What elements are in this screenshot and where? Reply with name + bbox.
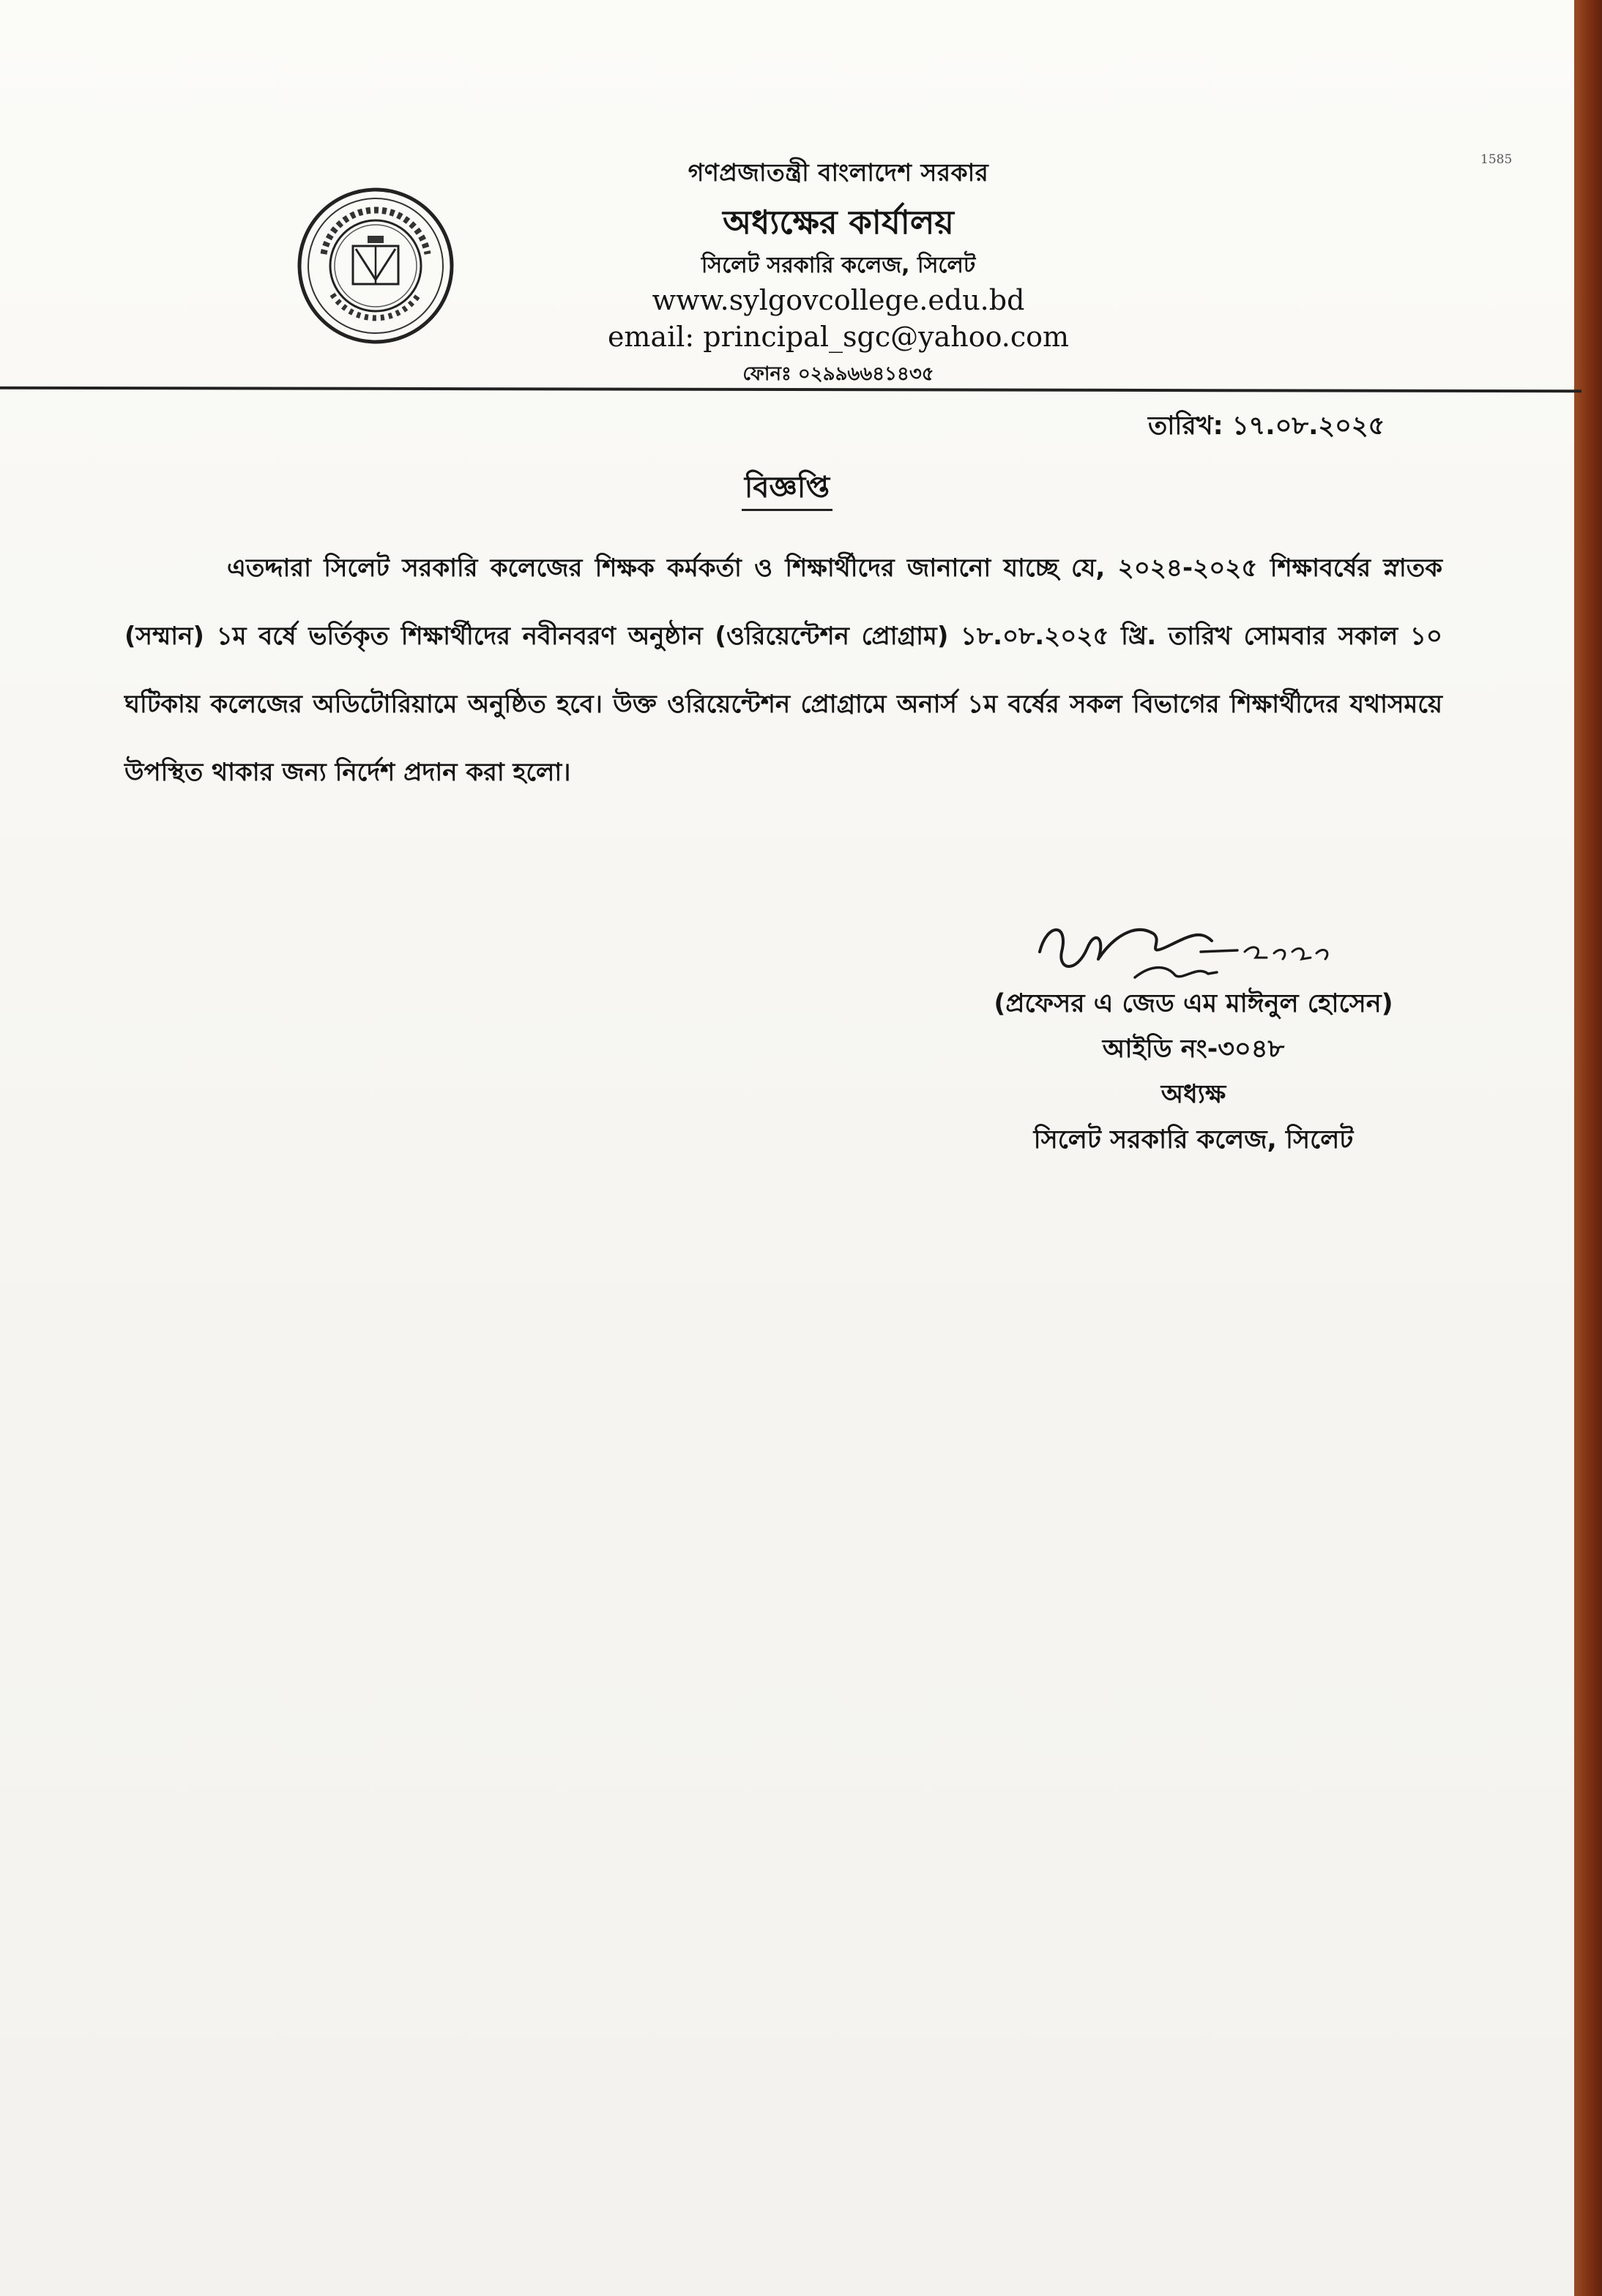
government-title: গণপ্রজাতন্ত্রী বাংলাদেশ সরকার — [688, 158, 989, 187]
signatory-designation: অধ্যক্ষ — [1160, 1080, 1226, 1109]
signatory-id: আইডি নং-৩০৪৮ — [1102, 1035, 1285, 1064]
notice-title-text: বিজ্ঞপ্তি — [742, 471, 832, 511]
college-name: সিলেট সরকারি কলেজ, সিলেট — [701, 253, 976, 278]
signatory-block — [908, 981, 1479, 1163]
website-text: www.sylgovcollege.edu.bd — [652, 284, 1025, 316]
page-number: 1585 — [1480, 152, 1513, 167]
date-line: তারিখ: ১৭.০৮.২০২৫ — [1148, 411, 1385, 441]
signatory-name: (প্রফেসর এ জেড এম মাঈনুল হোসেন) — [994, 989, 1393, 1018]
notice-body: এতদ্দারা সিলেট সরকারি কলেজের শিক্ষক কর্মকর্তা ও শিক্ষার্থীদের জানানো যাচ্ছে যে, ২০২৪-২০২৫ শিক্ষাবর্ষের স্নাতক (সম্মান) ১ম বর্ষে ভর্তিকৃত শিক্ষার্থীদের নবীনবরণ অনুষ্ঠান (ওরিয়েন্টেশন প্রোগ্রাম) ১৮.০৮.২০২৫ খ্রি. তারিখ সোমবার সকাল ১০ ঘটিকায় কলেজের অডিটোরিয়ামে অনুষ্ঠিত হবে। উক্ত ওরিয়েন্টেশন প্রোগ্রামে অনার্স ১ম বর্ষের সকল বিভাগের শিক্ষার্থীদের যথাসময়ে উপস্থিত থাকার জন্য নির্দেশ প্রদান করা হলো। — [124, 554, 1442, 787]
office-title: অধ্যক্ষের কার্যালয় — [723, 203, 954, 242]
notice-title — [0, 464, 1574, 513]
phone-text: ফোনঃ ০২৯৯৬৬৪১৪৩৫ — [742, 363, 934, 385]
signatory-institution: সিলেট সরকারি কলেজ, সিলেট — [1033, 1125, 1354, 1155]
email-text: email: principal_sgc@yahoo.com — [607, 321, 1070, 353]
